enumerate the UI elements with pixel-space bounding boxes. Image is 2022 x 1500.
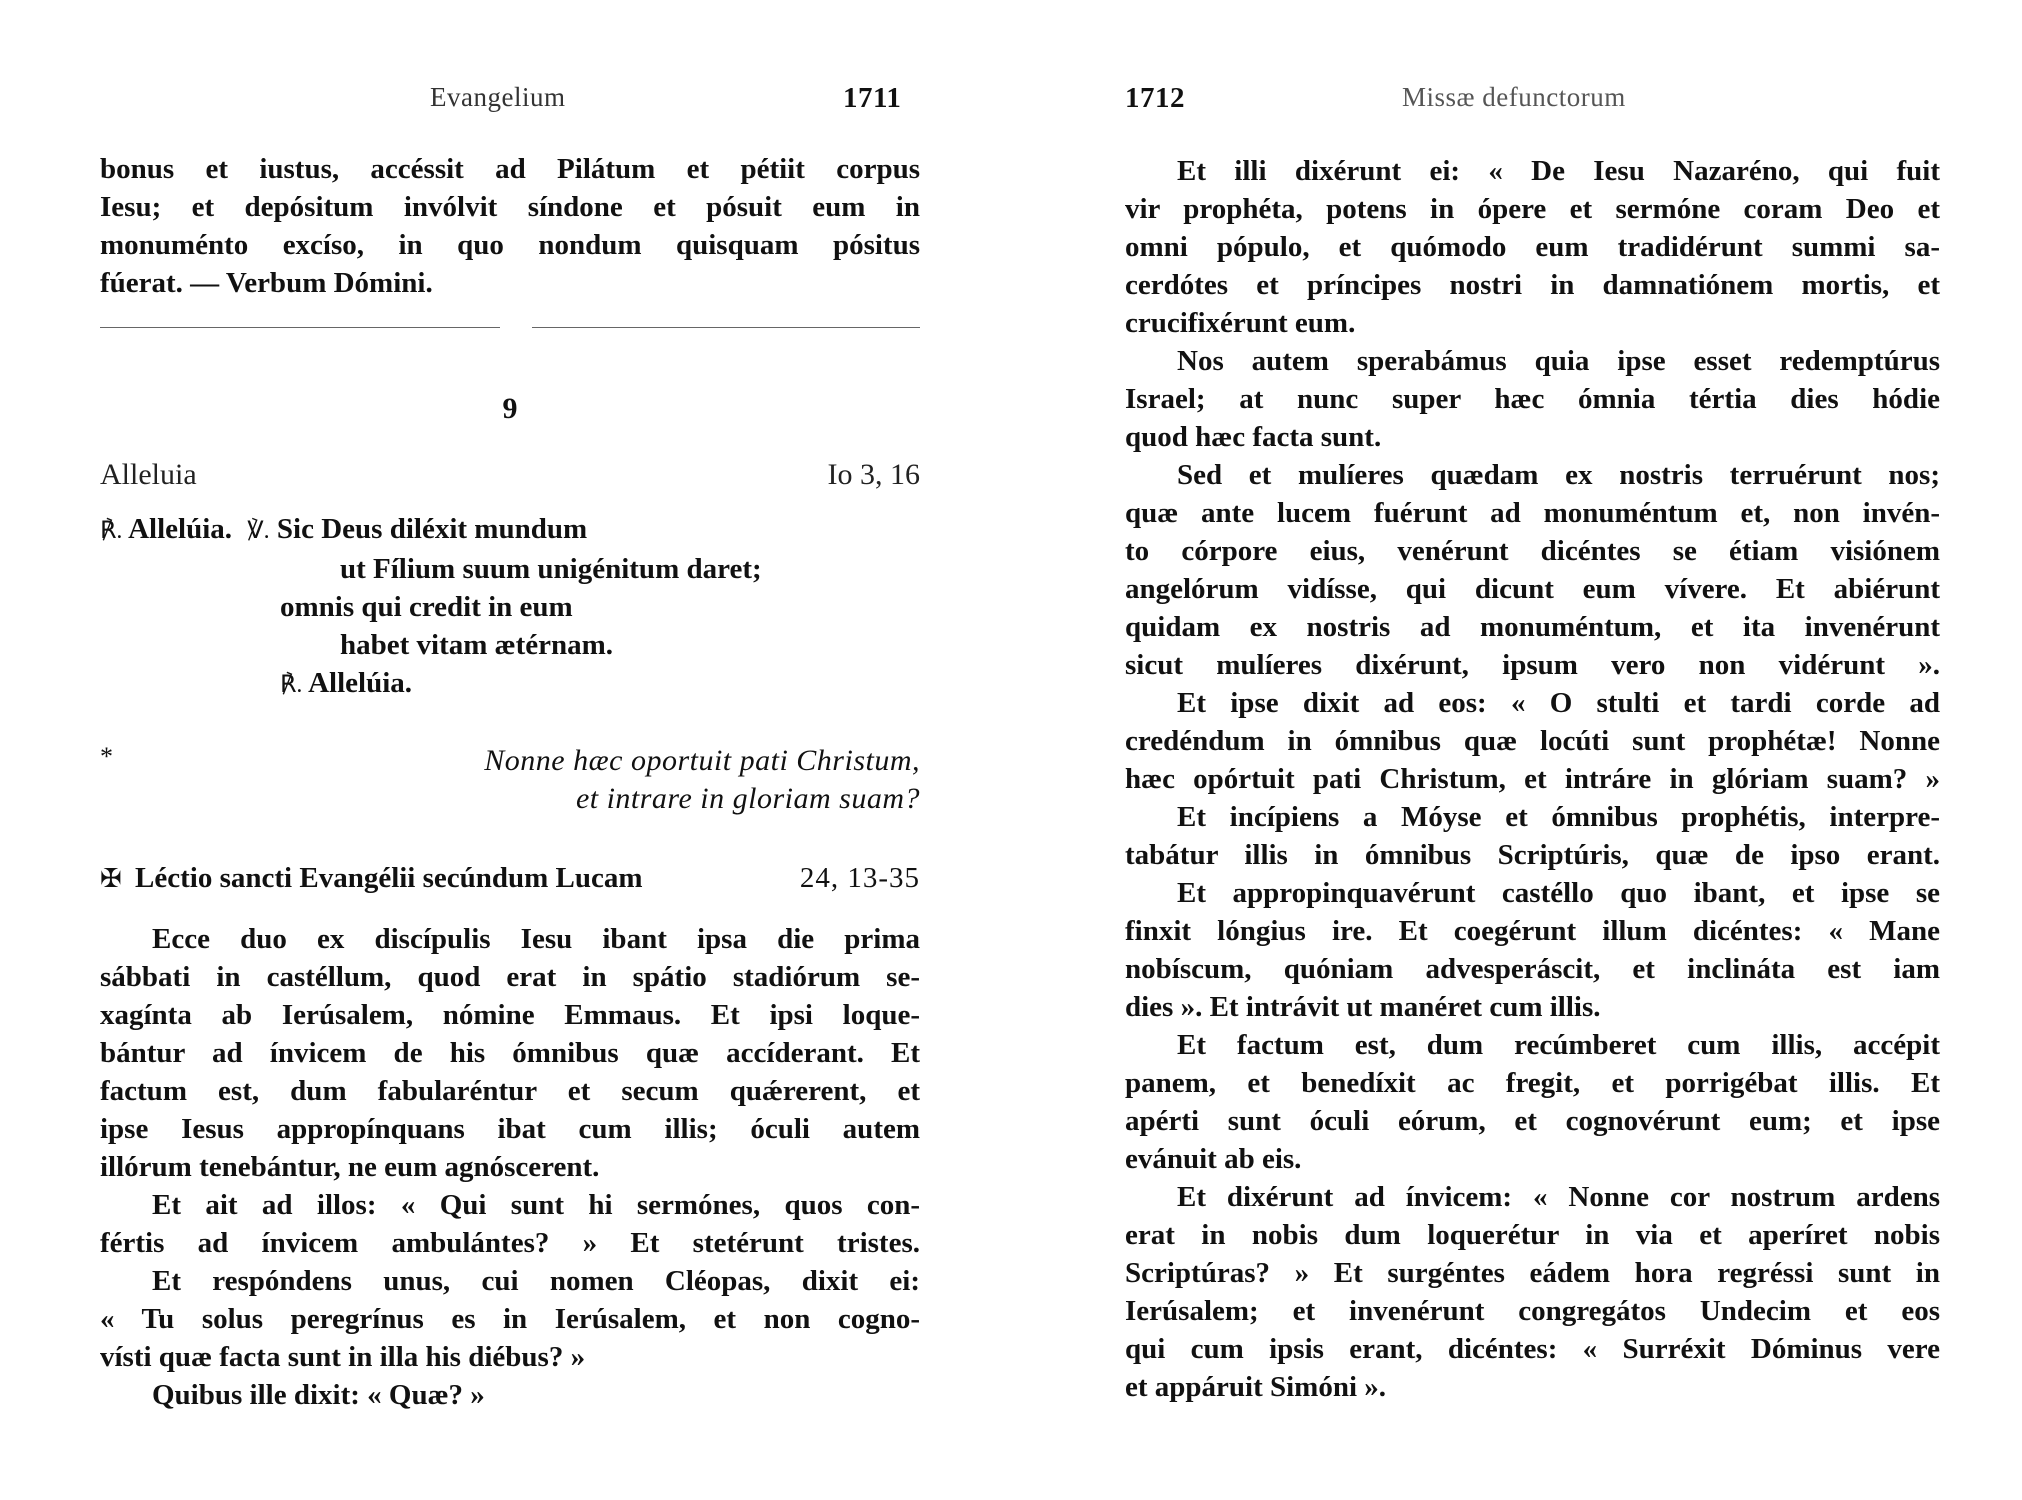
text-line: quod hæc facta sunt.: [1125, 421, 1382, 453]
text-line: Et respóndens unus, cui nomen Cléopas, dixit ei:: [152, 1265, 920, 1297]
text-line: qui cum ipsis erant, dicéntes: « Surréxit Dóminus vere: [1125, 1333, 1940, 1365]
text-line: fúerat. — Verbum Dómini.: [100, 267, 433, 299]
text-line: crucifixérunt eum.: [1125, 307, 1356, 339]
text-line: Ecce duo ex discípulis Iesu ibant ipsa die prima: [152, 923, 920, 955]
verse-symbol: ℣.: [247, 518, 270, 544]
left-header-title: Evangelium: [430, 82, 566, 112]
cross-icon: ✠: [100, 864, 122, 893]
text-line: Iesu; et depósitum invólvit síndone et pósuit eum in: [100, 191, 920, 223]
text-line: bántur ad ínvicem de his ómnibus quæ accíderant. Et: [100, 1037, 920, 1069]
text-line: Et incípiens a Móyse et ómnibus prophétis, interpre-: [1177, 801, 1940, 833]
text-line: Et dixérunt ad ínvicem: « Nonne cor nostrum ardens: [1177, 1181, 1940, 1213]
continuation-paragraph: [100, 150, 920, 302]
text-line: angelórum vidísse, qui dicunt eum vívere. Et abiérunt: [1125, 573, 1940, 605]
text-line: et appáruit Simóni ».: [1125, 1371, 1387, 1403]
text-line: evánuit ab eis.: [1125, 1143, 1302, 1175]
closing-alleluia: Allelúia.: [308, 667, 412, 699]
text-line: panem, et benedíxit ac fregit, et porrigébat illis. Et: [1125, 1067, 1940, 1099]
text-line: omni pópulo, et quómodo eum tradidérunt summi sa-: [1125, 231, 1940, 263]
antiphon-marker: *: [100, 742, 113, 771]
text-line: Et factum est, dum recúmberet cum illis, accépit: [1177, 1029, 1940, 1061]
gospel-reading-left: [100, 920, 920, 1414]
alleluia-label: Alleluia: [100, 458, 197, 491]
alleluia-word: Allelúia.: [128, 513, 232, 545]
text-line: tabátur illis in ómnibus Scriptúris, quæ de ipso erant.: [1125, 839, 1940, 871]
antiphon-block: [100, 742, 920, 818]
verse-line: habet vitam ætérnam.: [340, 629, 614, 661]
text-line: nobíscum, quóniam advesperáscit, et inclináta est iam: [1125, 953, 1940, 985]
response-symbol: ℟.: [280, 672, 303, 698]
left-page-number: 1711: [843, 82, 902, 114]
text-line: Et illi dixérunt ei: « De Iesu Nazaréno, qui fuit: [1177, 155, 1940, 187]
left-page-header: [100, 82, 920, 122]
divider-rule: [100, 327, 500, 328]
text-line: illórum tenebántur, ne eum agnóscerent.: [100, 1151, 600, 1183]
antiphon-text: [100, 742, 920, 818]
text-line: Scriptúras? » Et surgéntes eádem hora regréssi sunt in: [1125, 1257, 1940, 1289]
alleluia-verse: [100, 510, 920, 704]
text-line: Sed et mulíeres quædam ex nostris terruérunt nos;: [1177, 459, 1940, 491]
text-line: erat in nobis dum loquerétur in via et aperíret nobis: [1125, 1219, 1940, 1251]
antiphon-line: Nonne hæc oportuit pati Christum,: [484, 744, 920, 777]
text-line: quidam ex nostris ad monuméntum, et ita invenérunt: [1125, 611, 1940, 643]
text-line: Et appropinquavérunt castéllo quo ibant, et ipse se: [1177, 877, 1940, 909]
text-line: sicut mulíeres dixérunt, ipsum vero non vidérunt ».: [1125, 649, 1940, 681]
divider-rule: [532, 327, 920, 328]
response-symbol: ℟.: [100, 518, 123, 544]
text-line: finxit lóngius ire. Et coegérunt illum dicéntes: « Mane: [1125, 915, 1940, 947]
right-page-number: 1712: [1125, 82, 1185, 114]
lectio-title: Léctio sancti Evangélii secúndum Lucam: [135, 862, 643, 894]
text-line: ipse Iesus appropínquans ibat cum illis; óculi autem: [100, 1113, 920, 1145]
verse-line: [100, 510, 920, 550]
text-line: Israel; at nunc super hæc ómnia tértia dies hódie: [1125, 383, 1940, 415]
text-line: to córpore eius, venérunt dicéntes se étiam visiónem: [1125, 535, 1940, 567]
text-line: vísti quæ facta sunt in illa his diébus? »: [100, 1341, 586, 1373]
text-line: hæc opórtuit pati Christum, et intráre in glóriam suam? »: [1125, 763, 1940, 795]
gospel-reading-right: [1125, 152, 1940, 1406]
verse-text: Sic Deus diléxit mundum: [276, 513, 588, 545]
antiphon-line: et intrare in gloriam suam?: [575, 782, 920, 815]
text-line: Nos autem sperabámus quia ipse esset redemptúrus: [1177, 345, 1940, 377]
alleluia-reference: Io 3, 16: [827, 458, 920, 491]
text-line: Ierúsalem; et invenérunt congregátos Undecim et eos: [1125, 1295, 1940, 1327]
text-line: « Tu solus peregrínus es in Ierúsalem, et non cogno-: [100, 1303, 920, 1335]
section-number: 9: [502, 392, 518, 425]
text-line: Quibus ille dixit: « Quæ? »: [152, 1379, 485, 1411]
text-line: credéndum in ómnibus quæ locúti sunt prophétæ! Nonne: [1125, 725, 1940, 757]
verse-line: ut Fílium suum unigénitum daret;: [340, 553, 762, 585]
text-line: Et ait ad illos: « Qui sunt hi sermónes, quos con-: [152, 1189, 920, 1221]
text-line: Et ipse dixit ad eos: « O stulti et tardi corde ad: [1177, 687, 1940, 719]
lectio-title-group: [100, 862, 643, 895]
text-line: dies ». Et intrávit ut manéret cum illis.: [1125, 991, 1601, 1023]
text-line: factum est, dum fabularéntur et secum quǽrerent, et: [100, 1075, 920, 1107]
alleluia-heading: [100, 458, 920, 492]
right-header-title: Missæ defunctorum: [1402, 82, 1626, 112]
text-line: apérti sunt óculi eórum, et cognovérunt eum; et ipse: [1125, 1105, 1940, 1137]
text-line: vir prophéta, potens in ópere et sermóne coram Deo et: [1125, 193, 1940, 225]
text-line: fértis ad ínvicem ambulántes? » Et stetérunt tristes.: [100, 1227, 920, 1259]
verse-line: omnis qui credit in eum: [280, 591, 573, 623]
text-line: cerdótes et príncipes nostri in damnatiónem mortis, et: [1125, 269, 1940, 301]
text-line: xagínta ab Ierúsalem, nómine Emmaus. Et ipsi loque-: [100, 999, 920, 1031]
text-line: bonus et iustus, accéssit ad Pilátum et pétiit corpus: [100, 153, 920, 185]
text-line: sábbati in castéllum, quod erat in spátio stadiórum se-: [100, 961, 920, 993]
lectio-heading: [100, 862, 920, 895]
text-line: monuménto excíso, in quo nondum quisquam pósitus: [100, 229, 920, 261]
text-line: quæ ante lucem fuérunt ad monuméntum et, non invén-: [1125, 497, 1940, 529]
lectio-reference: 24, 13-35: [799, 862, 920, 894]
right-page-header: [1125, 82, 1940, 122]
verse-closing-line: [100, 664, 920, 704]
